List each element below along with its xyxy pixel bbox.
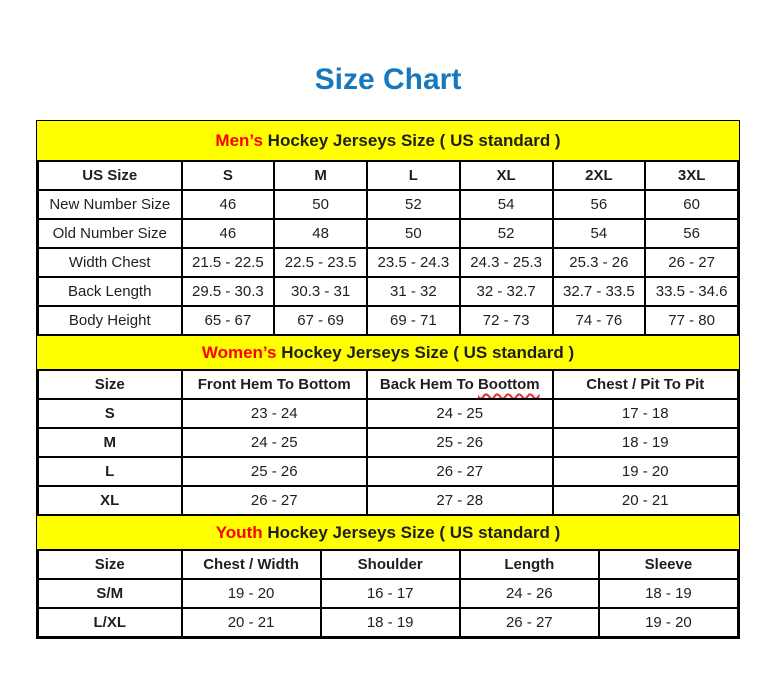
row-label: New Number Size	[38, 190, 182, 219]
size-cell: 20 - 21	[182, 608, 321, 637]
size-cell: 52	[460, 219, 553, 248]
size-cell: 77 - 80	[645, 306, 738, 335]
row-label: Back Length	[38, 277, 182, 306]
size-cell: 31 - 32	[367, 277, 460, 306]
mens-header-row	[38, 161, 738, 190]
row-label: Body Height	[38, 306, 182, 335]
table-row	[38, 277, 738, 306]
size-cell: 20 - 21	[553, 486, 739, 515]
size-cell: 19 - 20	[553, 457, 739, 486]
table-row	[38, 579, 738, 608]
size-cell: 25 - 26	[182, 457, 368, 486]
size-cell: 25 - 26	[367, 428, 553, 457]
mens-banner	[37, 121, 739, 160]
row-label: S/M	[38, 579, 182, 608]
size-cell: 32.7 - 33.5	[553, 277, 646, 306]
column-header: M	[274, 161, 367, 190]
size-cell: 24.3 - 25.3	[460, 248, 553, 277]
youth-banner-highlight: Youth	[215, 523, 263, 542]
womens-banner	[37, 336, 739, 369]
youth-table	[37, 549, 739, 638]
size-cell: 69 - 71	[367, 306, 460, 335]
size-cell: 50	[367, 219, 460, 248]
size-cell: 32 - 32.7	[460, 277, 553, 306]
size-cell: 26 - 27	[182, 486, 368, 515]
table-row	[38, 399, 738, 428]
column-header: L	[367, 161, 460, 190]
size-cell: 72 - 73	[460, 306, 553, 335]
youth-header-row	[38, 550, 738, 579]
size-cell: 26 - 27	[645, 248, 738, 277]
size-cell: 56	[645, 219, 738, 248]
mens-section	[37, 121, 739, 336]
row-label: M	[38, 428, 182, 457]
size-cell: 25.3 - 26	[553, 248, 646, 277]
size-cell: 74 - 76	[553, 306, 646, 335]
table-row	[38, 428, 738, 457]
size-cell: 18 - 19	[599, 579, 738, 608]
mens-table	[37, 160, 739, 336]
size-cell: 21.5 - 22.5	[182, 248, 275, 277]
womens-table	[37, 369, 739, 516]
youth-banner-text: Hockey Jerseys Size ( US standard )	[262, 523, 561, 542]
column-header: US Size	[38, 161, 182, 190]
size-cell: 16 - 17	[321, 579, 460, 608]
column-header: Size	[38, 550, 182, 579]
size-cell: 54	[460, 190, 553, 219]
column-header: Size	[38, 370, 182, 399]
row-label: S	[38, 399, 182, 428]
size-cell: 50	[274, 190, 367, 219]
size-cell: 48	[274, 219, 367, 248]
row-label: Width Chest	[38, 248, 182, 277]
table-row	[38, 248, 738, 277]
size-cell: 26 - 27	[367, 457, 553, 486]
womens-header-row	[38, 370, 738, 399]
table-row	[38, 486, 738, 515]
column-header: S	[182, 161, 275, 190]
size-cell: 24 - 25	[367, 399, 553, 428]
column-header: Sleeve	[599, 550, 738, 579]
size-cell: 56	[553, 190, 646, 219]
table-row	[38, 457, 738, 486]
size-cell: 65 - 67	[182, 306, 275, 335]
size-cell: 46	[182, 190, 275, 219]
size-cell: 24 - 26	[460, 579, 599, 608]
column-header: 3XL	[645, 161, 738, 190]
size-cell: 54	[553, 219, 646, 248]
column-header: XL	[460, 161, 553, 190]
womens-section	[37, 336, 739, 516]
row-label: Old Number Size	[38, 219, 182, 248]
womens-banner-text: Hockey Jerseys Size ( US standard )	[276, 343, 575, 362]
size-cell: 67 - 69	[274, 306, 367, 335]
womens-banner-highlight: Women’s	[201, 343, 277, 362]
column-header: 2XL	[553, 161, 646, 190]
column-header-text: Back Hem To	[379, 376, 478, 393]
column-header: Length	[460, 550, 599, 579]
table-row	[38, 608, 738, 637]
size-cell: 24 - 25	[182, 428, 368, 457]
size-cell: 27 - 28	[367, 486, 553, 515]
youth-banner	[37, 516, 739, 549]
table-row	[38, 219, 738, 248]
size-cell: 26 - 27	[460, 608, 599, 637]
row-label: L/XL	[38, 608, 182, 637]
size-cell: 19 - 20	[182, 579, 321, 608]
size-chart-tables	[36, 120, 740, 639]
size-cell: 23 - 24	[182, 399, 368, 428]
column-header: Front Hem To Bottom	[182, 370, 368, 399]
size-cell: 23.5 - 24.3	[367, 248, 460, 277]
size-cell: 29.5 - 30.3	[182, 277, 275, 306]
size-cell: 17 - 18	[553, 399, 739, 428]
size-cell: 60	[645, 190, 738, 219]
row-label: XL	[38, 486, 182, 515]
page-title: Size Chart	[314, 63, 462, 96]
table-row	[38, 190, 738, 219]
table-row	[38, 306, 738, 335]
size-cell: 19 - 20	[599, 608, 738, 637]
row-label: L	[38, 457, 182, 486]
size-cell: 52	[367, 190, 460, 219]
column-header	[367, 370, 553, 399]
size-cell: 30.3 - 31	[274, 277, 367, 306]
size-cell: 18 - 19	[321, 608, 460, 637]
column-header: Shoulder	[321, 550, 460, 579]
size-cell: 18 - 19	[553, 428, 739, 457]
size-cell: 33.5 - 34.6	[645, 277, 738, 306]
mens-banner-text: Hockey Jerseys Size ( US standard )	[262, 131, 561, 150]
column-header: Chest / Pit To Pit	[553, 370, 739, 399]
youth-section	[37, 516, 739, 638]
mens-banner-highlight: Men’s	[215, 131, 263, 150]
size-cell: 22.5 - 23.5	[274, 248, 367, 277]
column-header: Chest / Width	[182, 550, 321, 579]
size-cell: 46	[182, 219, 275, 248]
misspelled-word: Boottom	[477, 376, 540, 393]
